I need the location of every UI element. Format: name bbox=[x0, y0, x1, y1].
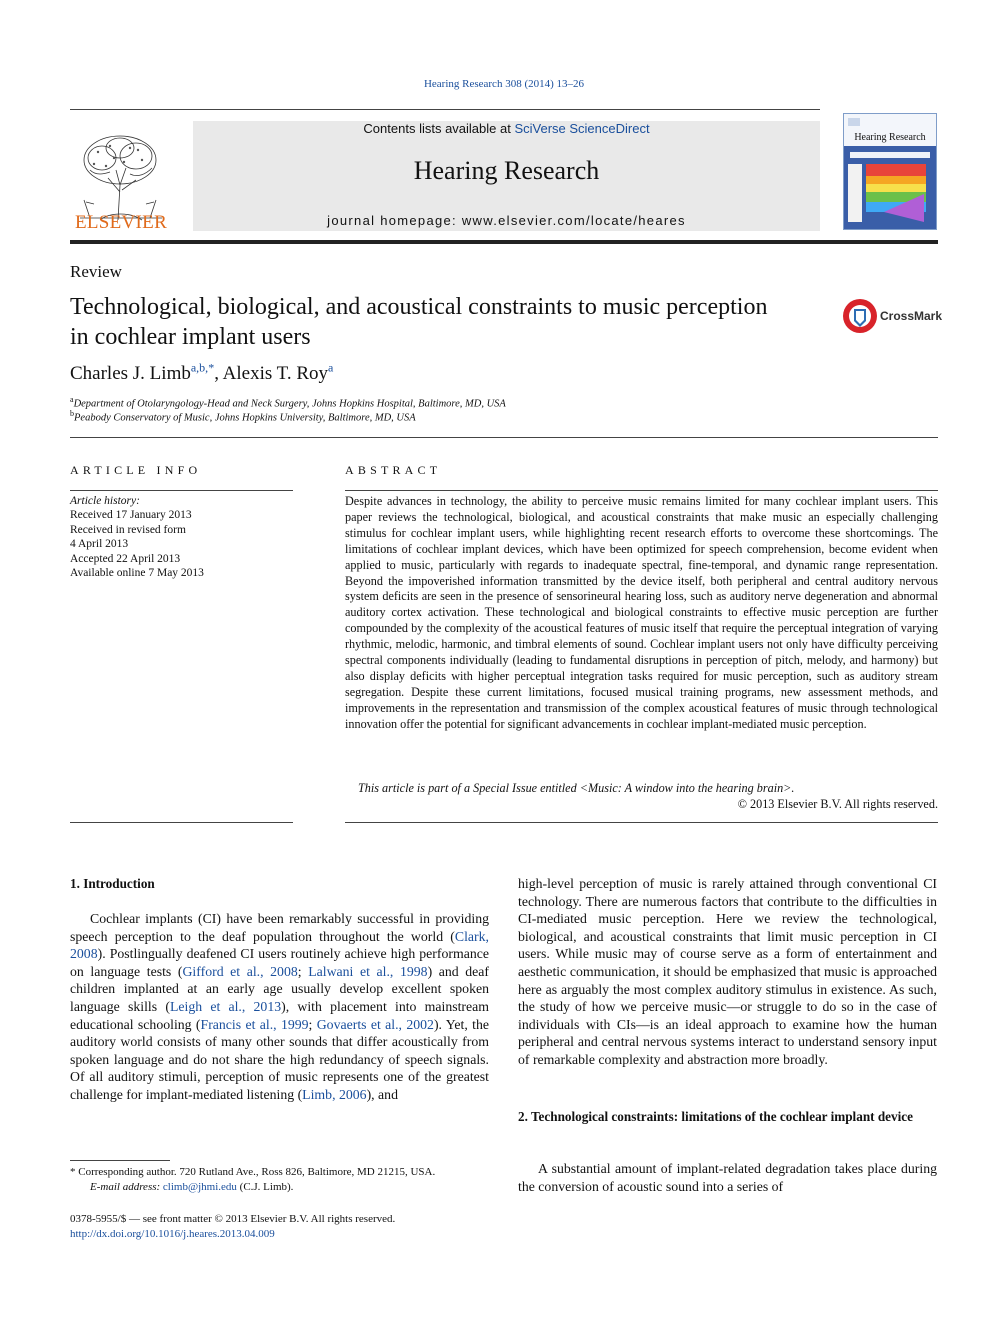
email-line bbox=[70, 1180, 490, 1195]
email-label: E-mail address: bbox=[90, 1181, 163, 1193]
section-2-paragraph: A substantial amount of implant-related degradation takes place during the conversion of acoustic sound into a series of bbox=[518, 1161, 937, 1194]
section-2-heading: 2. Technological constraints: limitations of the cochlear implant device bbox=[518, 1109, 913, 1124]
ref-limb-2006[interactable]: Limb, 2006 bbox=[302, 1086, 367, 1102]
cover-title: Hearing Research bbox=[854, 132, 926, 143]
abstract-rule bbox=[345, 490, 938, 491]
corresponding-author-note: * Corresponding author. 720 Rutland Ave., Ross 826, Baltimore, MD 21215, USA. bbox=[70, 1166, 436, 1178]
corresponding-footnote bbox=[70, 1165, 490, 1195]
ref-francis-1999[interactable]: Francis et al., 1999 bbox=[200, 1016, 309, 1032]
affiliation-b-text: Peabody Conservatory of Music, Johns Hopkins University, Baltimore, MD, USA bbox=[74, 412, 416, 424]
article-type: Review bbox=[70, 262, 122, 281]
header-thick-rule bbox=[70, 240, 938, 244]
sciencedirect-link[interactable]: SciVerse ScienceDirect bbox=[514, 121, 650, 136]
footnote-rule bbox=[70, 1160, 170, 1161]
journal-cover-thumbnail[interactable] bbox=[843, 113, 937, 230]
article-info-bottom-rule bbox=[70, 822, 293, 823]
ref-clark-2008[interactable]: Clark, 2008 bbox=[70, 928, 489, 962]
history-label: Article history: bbox=[70, 495, 140, 507]
crossmark-label[interactable]: CrossMark bbox=[880, 309, 943, 323]
author-1-affil[interactable]: a,b,* bbox=[190, 360, 215, 375]
top-rule bbox=[70, 109, 820, 110]
affiliation-a-text: Department of Otolaryngology-Head and Neck Surgery, Johns Hopkins Hospital, Baltimore, MD, USA bbox=[73, 398, 506, 410]
doi-link[interactable]: http://dx.doi.org/10.1016/j.heares.2013.04.009 bbox=[70, 1228, 275, 1240]
author-2[interactable]: Alexis T. Roy bbox=[222, 363, 329, 384]
journal-citation-link[interactable]: Hearing Research 308 (2014) 13–26 bbox=[423, 78, 585, 90]
history-item: Received 17 January 2013 bbox=[70, 509, 192, 522]
title-block-rule bbox=[70, 437, 938, 438]
corresponding-star[interactable]: * bbox=[208, 360, 215, 375]
article-title: Technological, biological, and acoustical constraints to music perception in cochlear implant users bbox=[70, 294, 768, 350]
ref-lalwani-1998[interactable]: Lalwani et al., 1998 bbox=[308, 963, 428, 979]
ref-govaerts-2002[interactable]: Govaerts et al., 2002 bbox=[316, 1016, 434, 1032]
journal-homepage[interactable]: journal homepage: www.elsevier.com/locate/heares bbox=[327, 213, 686, 228]
abstract-heading: ABSTRACT bbox=[345, 463, 442, 477]
section-1-continued-paragraph: high-level perception of music is rarely attained through conventional CI technology. There are numerous factors that contribute to the difficulties in CI-mediated music perception. Here we review the technological, biological, and acoustical constraints that limit music perception in CI users. While music may of course serve as a form of entertainment and aesthetic communication, it should be emphasized that music is approached here as arguably the most complex auditory stimulus in existence. As such, the study of how we perceive music—or struggle to do so in the case of individuals with CIs—is an ideal approach to examine how the human peripheral and central nervous systems interact to understand sensory input of remarkable complexity and abstraction more broadly. bbox=[518, 876, 937, 1067]
abstract-text: Despite advances in technology, the ability to perceive music remains limited for many cochlear implant users. This paper reviews the technological, biological, and acoustical constraints that make music an especially challenging stimulus for cochlear implant users, while highlighting recent research efforts to overcome these shortcomings. The limitations of cochlear implant devices, which have been optimized for speech comprehension, become evident when applied to music, particularly with regards to inadequate spectral, fine-temporal, and dynamic range representation. Beyond the impoverished information transmitted by the device itself, both peripheral and central auditory nervous system deficits are seen in the presence of sensorineural hearing loss, such as auditory nerve degeneration and abnormal auditory cortex activation. These technological and biological constraints to effective music perception are further compounded by the complexity of the acoustical features of music itself that require the perceptual integration of varying rhythmic, melodic, harmonic, and timbral elements of sound. Cochlear implant users not only have difficulty perceiving spectral components individually (leading to fundamental disruptions in perception of pitch, melody, and harmony) but also display deficits with higher perceptual integration tasks required for music perception, such as auditory stream segregation. Despite these current limitations, focused musical training programs, new assessment methods, and improvements in the representation and transmission of the complex acoustical features of music through technological innovation offer the potential for significant advancements in cochlear implant-mediated music perception. bbox=[345, 494, 938, 731]
issn-block bbox=[70, 1212, 395, 1242]
issn-line: 0378-5955/$ — see front matter © 2013 Elsevier B.V. All rights reserved. bbox=[70, 1213, 396, 1225]
author-separator: , bbox=[214, 363, 223, 384]
journal-title: Hearing Research bbox=[413, 156, 600, 185]
affiliation-b-label: b bbox=[70, 409, 74, 418]
article-info-rule bbox=[70, 490, 293, 491]
email-suffix: (C.J. Limb). bbox=[236, 1181, 294, 1193]
contents-prefix: Contents lists available at bbox=[363, 121, 515, 136]
article-history bbox=[70, 494, 204, 580]
history-item: Received in revised form bbox=[70, 523, 186, 536]
special-issue-note: This article is part of a Special Issue entitled <Music: A window into the hearing brain>. bbox=[358, 781, 795, 795]
contents-line bbox=[193, 121, 820, 136]
email-link[interactable]: climb@jhmi.edu bbox=[162, 1181, 237, 1193]
affiliation-a-label: a bbox=[70, 395, 74, 404]
elsevier-wordmark: ELSEVIER bbox=[74, 212, 168, 233]
history-item: Accepted 22 April 2013 bbox=[70, 552, 181, 565]
ref-leigh-2013[interactable]: Leigh et al., 2013 bbox=[169, 998, 282, 1014]
abstract-bottom-rule bbox=[345, 822, 938, 823]
author-1[interactable]: Charles J. Limb bbox=[70, 363, 191, 384]
history-item: Available online 7 May 2013 bbox=[70, 567, 204, 580]
article-info-heading: ARTICLE INFO bbox=[70, 463, 202, 477]
affiliation-b bbox=[70, 409, 416, 424]
abstract-copyright: © 2013 Elsevier B.V. All rights reserved. bbox=[737, 797, 938, 811]
affiliation-a bbox=[70, 395, 506, 410]
section-1-heading: 1. Introduction bbox=[70, 876, 155, 891]
author-line bbox=[70, 360, 334, 385]
history-item: 4 April 2013 bbox=[70, 538, 129, 551]
section-1-paragraph: Cochlear implants (CI) have been remarkably successful in providing speech perception to the deaf population throughout the world (Clark, 2008). Postlingually deafened CI users routinely achieve high performance on language tests (Gifford et al., 2008; Lalwani et al., 1998) and deaf children implanted at an early age usually develop excellent spoken language skills (Leigh et al., 2013), with placement into mainstream educational schooling (Francis et al., 1999; Govaerts et al., 2002). Yet, the auditory world consists of many other sounds that differ acoustically from spoken language and do not share the high redundancy of speech signals. Of all auditory stimuli, perception of music represents one of the greatest challenge for implant-mediated listening (Limb, 2006), and bbox=[70, 911, 490, 1102]
author-2-affil[interactable]: a bbox=[328, 360, 334, 375]
ref-gifford-2008[interactable]: Gifford et al., 2008 bbox=[182, 963, 298, 979]
